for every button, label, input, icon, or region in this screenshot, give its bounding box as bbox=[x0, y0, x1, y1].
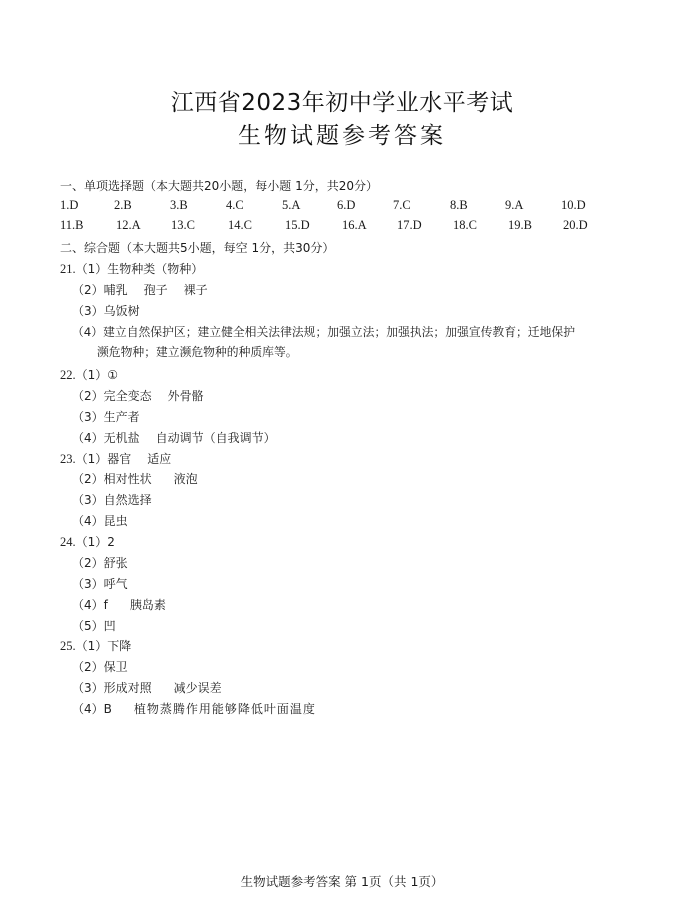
answer: 舒张 bbox=[103, 556, 128, 570]
answer: 自动调节（自我调节） bbox=[155, 431, 276, 445]
answer: 乌饭树 bbox=[103, 304, 140, 318]
mc-answer: 13.C bbox=[171, 218, 195, 232]
mc-answer: 16.A bbox=[342, 218, 367, 232]
document-title-line2: 生物试题参考答案 bbox=[238, 123, 446, 149]
answer: 建立自然保护区；建立健全相关法律法规；加强立法；加强执法；加强宣传教育；迁地保护 bbox=[103, 325, 575, 339]
question-number: 22. bbox=[60, 368, 76, 382]
q21-part1: 21.（1）生物种类（物种） bbox=[60, 262, 204, 276]
q25-part3: （3）形成对照 减少误差 bbox=[72, 681, 222, 695]
mc-answer: 14.C bbox=[228, 218, 252, 232]
answer: 凹 bbox=[103, 619, 116, 633]
q22-part1: 22.（1）① bbox=[60, 368, 119, 382]
answer: 裸子 bbox=[183, 283, 208, 297]
q23-part3: （3）自然选择 bbox=[72, 493, 152, 507]
q24-part5: （5）凹 bbox=[72, 619, 116, 633]
mc-answer: 20.D bbox=[563, 218, 588, 232]
mc-answer: 17.D bbox=[397, 218, 422, 232]
q21-part4: （4）建立自然保护区；建立健全相关法律法规；加强立法；加强执法；加强宣传教育；迁地保护 bbox=[72, 325, 575, 339]
q22-part3: （3）生产者 bbox=[72, 410, 140, 424]
mc-answer: 8.B bbox=[450, 198, 468, 212]
answer: 昆虫 bbox=[103, 514, 128, 528]
q24-part1: 24.（1）2 bbox=[60, 535, 115, 549]
mc-answers-row-1 bbox=[60, 198, 660, 214]
q25-part1: 25.（1）下降 bbox=[60, 639, 132, 653]
answer: 植物蒸腾作用能够降低叶面温度 bbox=[133, 702, 316, 716]
q23-part2: （2）相对性状 液泡 bbox=[72, 472, 198, 486]
question-number: 25. bbox=[60, 639, 76, 653]
answer: 保卫 bbox=[103, 660, 128, 674]
mc-answer: 7.C bbox=[393, 198, 411, 212]
mc-answer: 4.C bbox=[226, 198, 244, 212]
q22-part2: （2）完全变态 外骨骼 bbox=[72, 389, 204, 403]
q21-part3: （3）乌饭树 bbox=[72, 304, 140, 318]
answer: f bbox=[103, 598, 108, 612]
mc-answer: 15.D bbox=[285, 218, 310, 232]
answer: 下降 bbox=[107, 639, 132, 653]
answer: 无机盐 bbox=[103, 431, 140, 445]
q24-part4: （4）f 胰岛素 bbox=[72, 598, 166, 612]
answer: 2 bbox=[107, 535, 115, 549]
q24-part2: （2）舒张 bbox=[72, 556, 128, 570]
answer: 自然选择 bbox=[103, 493, 152, 507]
mc-answer: 1.D bbox=[60, 198, 79, 212]
mc-answer: 19.B bbox=[508, 218, 532, 232]
question-number: 24. bbox=[60, 535, 76, 549]
answer: 孢子 bbox=[143, 283, 168, 297]
document-title-line1: 江西省2023年初中学业水平考试 bbox=[170, 90, 514, 116]
answer: 外骨骼 bbox=[167, 389, 204, 403]
answer: ① bbox=[107, 368, 119, 382]
section2-heading: 二、综合题（本大题共5小题，每空 1分，共30分） bbox=[60, 241, 335, 255]
mc-answer: 5.A bbox=[282, 198, 301, 212]
mc-answer: 10.D bbox=[561, 198, 586, 212]
q22-part4: （4）无机盐 自动调节（自我调节） bbox=[72, 431, 276, 445]
mc-answer: 6.D bbox=[337, 198, 356, 212]
mc-answer: 18.C bbox=[453, 218, 477, 232]
mc-answer: 2.B bbox=[114, 198, 132, 212]
answer: 适应 bbox=[147, 452, 172, 466]
mc-answer: 12.A bbox=[116, 218, 141, 232]
answer: 呼气 bbox=[103, 577, 128, 591]
question-number: 23. bbox=[60, 452, 76, 466]
answer: 生物种类（物种） bbox=[107, 262, 204, 276]
q21-part2: （2）哺乳 孢子 裸子 bbox=[72, 283, 208, 297]
mc-answers-row-2 bbox=[60, 218, 660, 234]
answer: 相对性状 bbox=[103, 472, 152, 486]
q23-part4: （4）昆虫 bbox=[72, 514, 128, 528]
answer: B bbox=[103, 702, 112, 716]
page-footer: 生物试题参考答案 第 1页（共 1页） bbox=[240, 874, 444, 889]
question-number: 21. bbox=[60, 262, 76, 276]
answer: 完全变态 bbox=[103, 389, 152, 403]
q21-part4-continuation: 濒危物种；建立濒危物种的种质库等。 bbox=[97, 345, 298, 359]
q25-part4: （4）B 植物蒸腾作用能够降低叶面温度 bbox=[72, 702, 316, 716]
mc-answer: 9.A bbox=[505, 198, 524, 212]
mc-answer: 3.B bbox=[170, 198, 188, 212]
answer: 液泡 bbox=[173, 472, 198, 486]
mc-answer: 11.B bbox=[60, 218, 84, 232]
answer: 形成对照 bbox=[103, 681, 152, 695]
q23-part1: 23.（1）器官 适应 bbox=[60, 452, 172, 466]
q25-part2: （2）保卫 bbox=[72, 660, 128, 674]
answer: 哺乳 bbox=[103, 283, 128, 297]
section1-heading: 一、单项选择题（本大题共20小题，每小题 1分，共20分） bbox=[60, 179, 378, 193]
answer: 器官 bbox=[107, 452, 132, 466]
q24-part3: （3）呼气 bbox=[72, 577, 128, 591]
answer: 减少误差 bbox=[173, 681, 222, 695]
answer: 生产者 bbox=[103, 410, 140, 424]
answer: 胰岛素 bbox=[129, 598, 166, 612]
